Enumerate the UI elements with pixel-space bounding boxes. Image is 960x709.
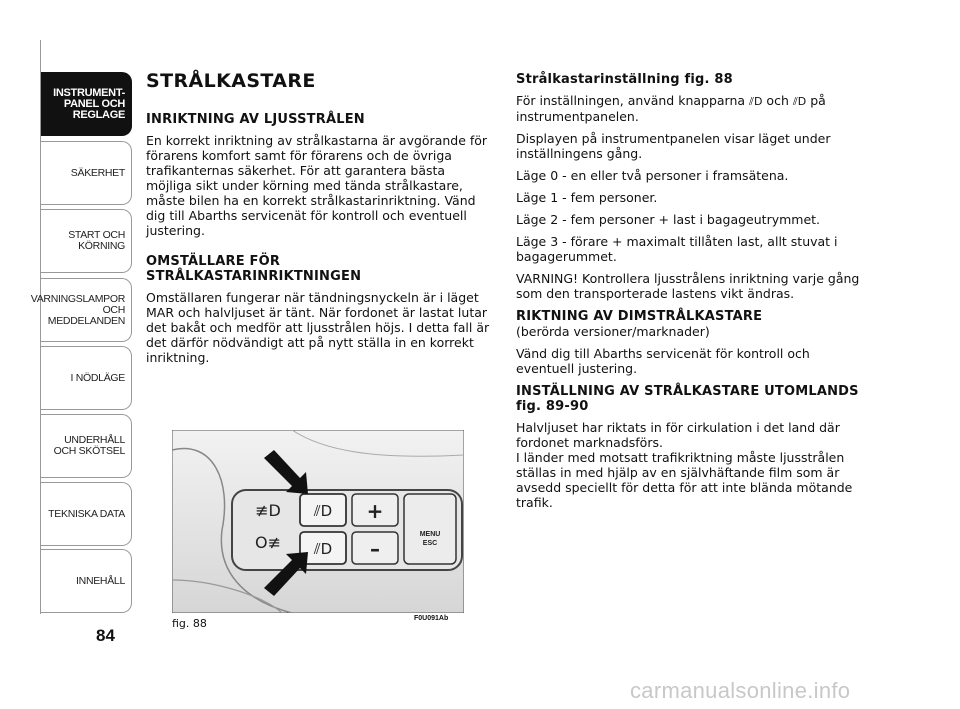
right-column [516,72,861,517]
tab-maintenance[interactable] [41,414,132,478]
tab-technical-data[interactable] [41,482,132,546]
usage-text-after: på instrumentpanelen. [516,93,826,124]
minus-label: – [370,537,380,561]
menu-label: MENU [419,531,441,538]
tab-label: UNDERHÅLL OCH SKÖTSEL [53,434,125,457]
tab-label: INSTRUMENT- PANEL OCH REGLAGE [53,86,125,121]
warning-paragraph: VARNING! Kontrollera ljusstrålens inriktning varje gång som den transporterade lastens vikt ändras. [516,271,860,301]
tab-starting-driving[interactable] [41,209,132,273]
level-3: Läge 3 - förare + maximalt tillåten last, allt stuvat i bagagerummet. [516,234,838,264]
chapter-sidebar [0,0,135,709]
tab-emergency[interactable] [41,346,132,410]
tab-warning-lights[interactable] [30,278,132,342]
headlight-up-inline-icon: ⫽D [749,95,763,108]
dashboard-buttons-illustration [172,430,464,613]
headlight-down-icon: ⫽D [313,540,333,558]
tab-instrument-panel[interactable] [41,72,132,136]
front-fog-light-icon: ≢D [255,501,281,520]
figure-88 [172,430,464,613]
alignment-switch-text: Omställaren fungerar när tändningsnyckeln är i läget MAR och halvljuset är tänt. När fordonet är lastat lutar det bakåt och medför att ljusstrålen höjs. I detta fall är det därför nödvändigt att på nytt ställa in en korrekt inriktning. [146,290,490,365]
figure-caption: fig. 88 [172,617,207,630]
fog-light-subheading: (berörda versioner/marknader) [516,324,710,339]
usage-paragraph [516,93,861,124]
rear-fog-light-icon: O≢ [255,533,281,552]
tab-label: SÄKERHET [70,166,125,179]
abroad-text-1: Halvljuset har riktats in för cirkulation i det land där fordonet marknadsförs. [516,420,840,450]
watermark: carmanualsonline.info [630,678,851,703]
tab-label: START OCH KÖRNING [68,229,125,252]
level-0: Läge 0 - en eller två personer i framsätena. [516,168,789,183]
usage-text-and: och [766,93,789,108]
abroad-heading: INSTÄLLNING AV STRÅLKASTARE UTOMLANDS fig. 89-90 [516,384,859,414]
tab-label: VARNINGSLAMPOR OCH MEDDELANDEN [30,292,125,327]
page-title: STRÅLKASTARE [146,70,316,92]
left-column [146,70,491,381]
tab-label: TEKNISKA DATA [48,507,125,520]
abroad-text-2: I länder med motsatt trafikriktning måste ljusstrålen ställas in med hjälp av en självhäftande film som är avsedd speciellt för detta för att inte blända mötande trafik. [516,450,853,510]
beam-alignment-text: En korrekt inriktning av strålkastarna är avgörande för förarens komfort samt för förarens och de övriga trafikanternas säkerhet. För att garantera bästa möjliga sikt under körning med tända strålkastare, måste bilen ha en korrekt strålkastarinriktning. Vänd dig till Abarths servicenät för kontroll och eventuell justering. [146,133,488,238]
figure-code: F0U091Ab [414,615,449,622]
abroad-paragraph [516,420,861,510]
section-heading-beam-alignment: INRIKTNING AV LJUSSTRÅLEN [146,112,365,127]
headlight-up-icon: ⫽D [313,502,333,520]
menu-esc-button[interactable] [404,494,456,564]
tab-label: INNEHÅLL [76,574,125,587]
fog-light-heading: RIKTNING AV DIMSTRÅLKASTARE [516,309,763,324]
tab-contents[interactable] [41,549,132,613]
fog-light-paragraph: Vänd dig till Abarths servicenät för kontroll och eventuell justering. [516,346,810,376]
usage-text-before: För inställningen, använd knapparna [516,93,746,108]
esc-label: ESC [422,540,438,547]
page-number: 84 [96,626,115,645]
headlight-adjust-heading: Strålkastarinställning fig. 88 [516,72,733,87]
level-2: Läge 2 - fem personer + last i bagageutrymmet. [516,212,821,227]
tab-label: I NÖDLÄGE [70,371,125,384]
plus-label: + [366,499,384,523]
section-heading-alignment-switch: OMSTÄLLARE FÖR STRÅLKASTARINRIKTNINGEN [146,254,362,284]
headlight-down-inline-icon: ⫽D [792,95,807,108]
tab-safety[interactable] [41,141,132,205]
display-paragraph: Displayen på instrumentpanelen visar läget under inställningens gång. [516,131,831,161]
level-1: Läge 1 - fem personer. [516,190,658,205]
